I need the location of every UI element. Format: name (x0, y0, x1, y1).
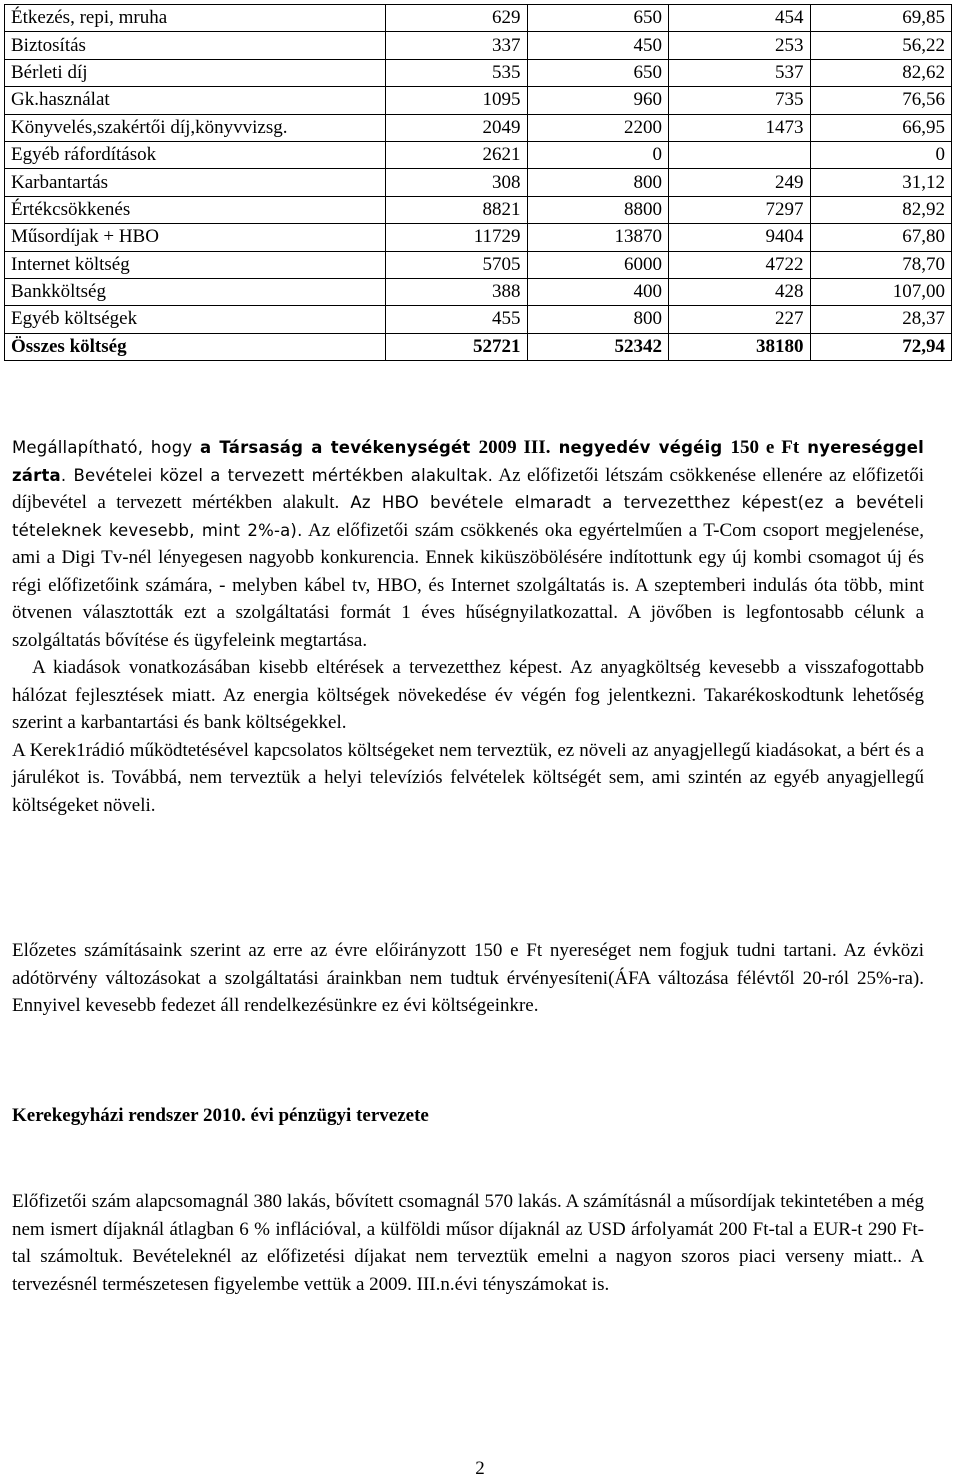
value-cell-3: 537 (669, 59, 811, 86)
summary-paragraph (12, 434, 924, 819)
radio-paragraph: A Kerek1rádió működtetésével kapcsolatos költségeket nem terveztük, ez növeli az anyagjellegű kiadásokat, a bért és a járulékot is. Továbbá, nem terveztük a helyi televíziós felvételek költségét sem, ami szintén az egyéb anyagjellegű költségeket növeli. (12, 739, 924, 816)
summary-hbo: Az HBO bevétele elmaradt a tervezetthez képest(ez a bevételi tételeknek kevesebb, mint 2%-a). (12, 493, 924, 540)
table-row (5, 251, 952, 278)
row-label: Műsordíjak + HBO (5, 224, 386, 251)
cost-table-body (5, 5, 952, 361)
row-label: Egyéb ráfordítások (5, 141, 386, 168)
row-label: Gk.használat (5, 87, 386, 114)
value-cell-1: 2621 (386, 141, 528, 168)
value-cell-1: 308 (386, 169, 528, 196)
value-cell-3: 7297 (669, 196, 811, 223)
value-cell-2: 800 (527, 306, 669, 333)
row-label: Biztosítás (5, 32, 386, 59)
row-label: Karbantartás (5, 169, 386, 196)
table-row (5, 306, 952, 333)
value-cell-3: 9404 (669, 224, 811, 251)
value-cell-4: 72,94 (810, 333, 952, 360)
value-cell-2: 650 (527, 59, 669, 86)
row-label: Internet költség (5, 251, 386, 278)
value-cell-2: 800 (527, 169, 669, 196)
value-cell-4: 67,80 (810, 224, 952, 251)
value-cell-4: 78,70 (810, 251, 952, 278)
row-label: Bankköltség (5, 278, 386, 305)
value-cell-4: 76,56 (810, 87, 952, 114)
value-cell-4: 0 (810, 141, 952, 168)
table-row (5, 141, 952, 168)
row-label: Értékcsökkenés (5, 196, 386, 223)
cost-table (4, 4, 952, 361)
value-cell-4: 82,92 (810, 196, 952, 223)
summary-bold-company: a Társaság a tevékenységét (199, 438, 479, 457)
value-cell-3: 249 (669, 169, 811, 196)
value-cell-2: 13870 (527, 224, 669, 251)
value-cell-1: 629 (386, 5, 528, 32)
plan-paragraph: Előfizetői szám alapcsomagnál 380 lakás, bővített csomagnál 570 lakás. A számításnál a műsordíjak tekintetében a még nem ismert díjaknál átlagban 6 % inflációval, a külföldi műsor díjaknál az USD árfolyamát 200 Ft-tal a EUR-t 290 Ft-tal számoltuk. Bevételeknél az előfizetési díjakat nem terveztük emelni a nagyon szoros piaci verseny miatt.. A tervezésnél természetesen figyelembe vettük a 2009. III.n.évi tényszámokat is. (12, 1191, 924, 1295)
value-cell-1: 535 (386, 59, 528, 86)
value-cell-1: 337 (386, 32, 528, 59)
summary-bold-period: 2009 III. (478, 437, 551, 458)
row-label: Összes költség (5, 333, 386, 360)
value-cell-3: 38180 (669, 333, 811, 360)
value-cell-3: 735 (669, 87, 811, 114)
value-cell-3: 227 (669, 306, 811, 333)
table-row (5, 224, 952, 251)
value-cell-4: 82,62 (810, 59, 952, 86)
summary-intro: Megállapítható, hogy (12, 438, 200, 457)
value-cell-1: 388 (386, 278, 528, 305)
summary-revenue: . Bevételei közel a tervezett mértékben alakultak. (60, 465, 494, 485)
expenses-paragraph: A kiadások vonatkozásában kisebb eltérések a tervezetthez képest. Az anyagköltség kevesebb a visszafogottabb hálózat fejlesztések miatt. Az energia költségek növekedése év végén fog jelentkezni. Takarékoskodtunk lehetőség szerint a karbantartási és bank költségekkel. (12, 657, 924, 733)
value-cell-4: 28,37 (810, 306, 952, 333)
value-cell-3: 253 (669, 32, 811, 59)
value-cell-2: 8800 (527, 196, 669, 223)
value-cell-1: 2049 (386, 114, 528, 141)
value-cell-4: 31,12 (810, 169, 952, 196)
page-number: 2 (475, 1458, 485, 1479)
row-label: Egyéb költségek (5, 306, 386, 333)
summary-bold-profit: nyereséggel zárta (12, 438, 925, 485)
table-total-row (5, 333, 952, 360)
value-cell-4: 107,00 (810, 278, 952, 305)
value-cell-4: 56,22 (810, 32, 952, 59)
value-cell-4: 66,95 (810, 114, 952, 141)
section-heading: Kerekegyházi rendszer 2010. évi pénzügyi tervezete (12, 1105, 429, 1126)
value-cell-3: 4722 (669, 251, 811, 278)
table-row (5, 114, 952, 141)
value-cell-1: 52721 (386, 333, 528, 360)
value-cell-2: 960 (527, 87, 669, 114)
value-cell-4: 69,85 (810, 5, 952, 32)
value-cell-2: 2200 (527, 114, 669, 141)
table-row (5, 169, 952, 196)
value-cell-1: 8821 (386, 196, 528, 223)
row-label: Könyvelés,szakértői díj,könyvvizsg. (5, 114, 386, 141)
value-cell-1: 1095 (386, 87, 528, 114)
table-row (5, 59, 952, 86)
value-cell-2: 450 (527, 32, 669, 59)
summary-competition: Az előfizetői szám csökkenés oka egyértelműen a T-Com csoport megjelenése, ami a Digi Tv-nél lényegesen nagyobb konkurencia. Ennek kiküszöbölésére indítottunk egy új kombi csomagot új és régi előfizetőink számára, - melyben kábel tv, HBO, és Internet szolgáltatás is. A szeptemberi indulás óta több, mint ötvenen választották ezt a szolgáltatási formát 1 éves hűségnyilatkozattal. A jövőben is legfontosabb célunk a szolgáltatás bővítése és ügyfeleink megtartása. (12, 519, 924, 651)
table-row (5, 196, 952, 223)
value-cell-3 (669, 141, 811, 168)
value-cell-3: 428 (669, 278, 811, 305)
summary-bold-amount: 150 e Ft (730, 437, 800, 458)
summary-subscribers: Az előfizetői létszám csökkenése ellenére az előfizetői díjbevétel a tervezett mértékben alakult. (12, 464, 925, 513)
value-cell-1: 11729 (386, 224, 528, 251)
forecast-paragraph: Előzetes számításaink szerint az erre az évre előirányzott 150 e Ft nyereséget nem fogjuk tudni tartani. Az évközi adótörvény változásokat a szolgáltatási árainkban nem tudtuk érvényesíteni(ÁFA változása félévtől 20-ról 25%-ra). Ennyivel kevesebb fedezet áll rendelkezésünkre ez évi költségeinkre. (12, 940, 924, 1016)
table-row (5, 87, 952, 114)
value-cell-2: 0 (527, 141, 669, 168)
value-cell-3: 454 (669, 5, 811, 32)
table-row (5, 278, 952, 305)
value-cell-1: 455 (386, 306, 528, 333)
value-cell-1: 5705 (386, 251, 528, 278)
row-label: Étkezés, repi, mruha (5, 5, 386, 32)
value-cell-3: 1473 (669, 114, 811, 141)
value-cell-2: 400 (527, 278, 669, 305)
value-cell-2: 6000 (527, 251, 669, 278)
table-row (5, 32, 952, 59)
table-row (5, 5, 952, 32)
value-cell-2: 650 (527, 5, 669, 32)
value-cell-2: 52342 (527, 333, 669, 360)
row-label: Bérleti díj (5, 59, 386, 86)
summary-bold-quarter: negyedév végéig (550, 438, 731, 457)
